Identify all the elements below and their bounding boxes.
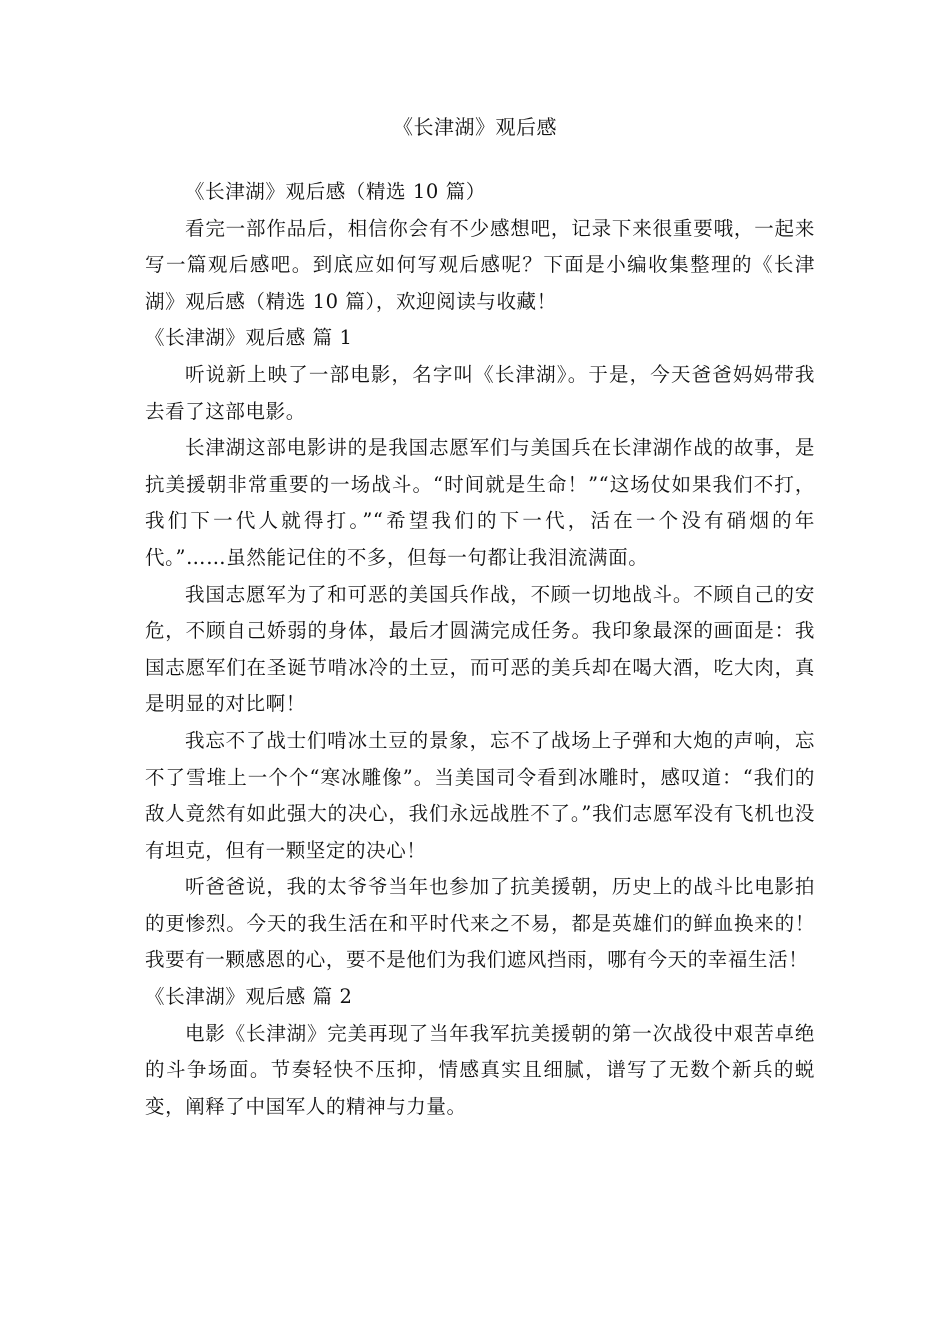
article-2-paragraph-1: 电影《长津湖》完美再现了当年我军抗美援朝的第一次战役中艰苦卓绝的斗争场面。节奏轻快不压抑，情感真实且细腻，谱写了无数个新兵的蜕变，阐释了中国军人的精神与力量。 <box>145 1021 815 1118</box>
document-body <box>145 174 815 1125</box>
article-1-paragraph-3: 我国志愿军为了和可恶的美国兵作战，不顾一切地战斗。不顾自己的安危，不顾自己娇弱的身体，最后才圆满完成任务。我印象最深的画面是：我国志愿军们在圣诞节啃冰冷的土豆，而可恶的美兵却在喝大酒，吃大肉，真是明显的对比啊！ <box>145 582 815 716</box>
document-subtitle: 《长津湖》观后感（精选 10 篇） <box>185 180 486 203</box>
intro-paragraph: 看完一部作品后，相信你会有不少感想吧，记录下来很重要哦，一起来写一篇观后感吧。到底应如何写观后感呢？下面是小编收集整理的《长津湖》观后感（精选 10 篇），欢迎阅读与收藏！ <box>145 216 815 313</box>
article-1-paragraph-4: 我忘不了战士们啃冰土豆的景象，忘不了战场上子弹和大炮的声响，忘不了雪堆上一个个“寒冰雕像”。当美国司令看到冰雕时，感叹道：“我们的敌人竟然有如此强大的决心，我们永远战胜不了。”我们志愿军没有飞机也没有坦克，但有一颗坚定的决心！ <box>145 728 815 862</box>
document-title: 《长津湖》观后感 <box>393 115 557 139</box>
article-1-heading: 《长津湖》观后感 篇 1 <box>145 326 353 350</box>
article-1-paragraph-2: 长津湖这部电影讲的是我国志愿军们与美国兵在长津湖作战的故事，是抗美援朝非常重要的一场战斗。“时间就是生命！”“这场仗如果我们不打，我们下一代人就得打。”“希望我们的下一代，活在一个没有硝烟的年代。”……虽然能记住的不多，但每一句都让我泪流满面。 <box>145 436 815 569</box>
article-2-heading: 《长津湖》观后感 篇 2 <box>145 985 353 1009</box>
article-1-paragraph-5: 听爸爸说，我的太爷爷当年也参加了抗美援朝，历史上的战斗比电影拍的更惨烈。今天的我生活在和平时代来之不易，都是英雄们的鲜血换来的！我要有一颗感恩的心，要不是他们为我们遮风挡雨，哪有今天的幸福生活！ <box>145 875 815 972</box>
article-1-paragraph-1: 听说新上映了一部电影，名字叫《长津湖》。于是，今天爸爸妈妈带我去看了这部电影。 <box>145 362 815 423</box>
